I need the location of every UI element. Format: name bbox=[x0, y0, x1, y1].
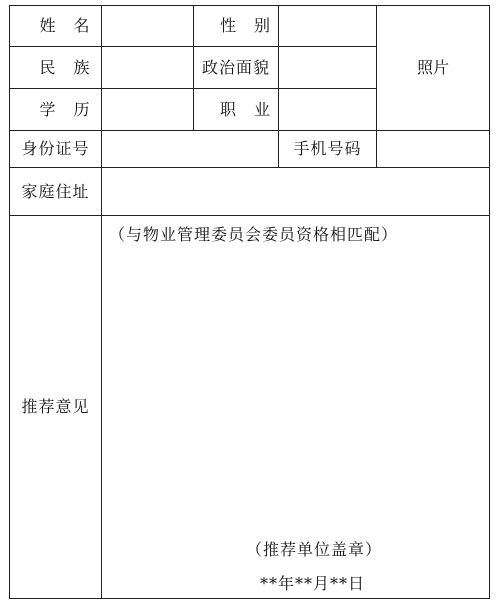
home-address-field[interactable] bbox=[102, 168, 489, 215]
ethnicity-field[interactable] bbox=[102, 47, 193, 88]
label-id-number: 身份证号 bbox=[21, 139, 90, 158]
stamp-note: （推荐单位盖章） bbox=[246, 540, 383, 559]
label-ethnicity: 民族 bbox=[39, 57, 108, 77]
recommendation-hint: （与物业管理委员会委员资格相匹配） bbox=[109, 225, 399, 244]
label-education: 学历 bbox=[39, 99, 108, 119]
date-line: **年**月**日 bbox=[260, 574, 366, 593]
label-political-status: 政治面貌 bbox=[201, 57, 270, 77]
name-field[interactable] bbox=[102, 6, 193, 46]
label-phone-number: 手机号码 bbox=[293, 139, 362, 158]
label-recommendation: 推荐意见 bbox=[21, 397, 90, 416]
photo-area[interactable]: 照片 bbox=[416, 58, 449, 77]
id-number-field[interactable] bbox=[102, 131, 278, 167]
border-bottom bbox=[9, 598, 490, 599]
label-home-address: 家庭住址 bbox=[21, 181, 90, 201]
gender-field[interactable] bbox=[279, 6, 376, 46]
education-field[interactable] bbox=[102, 89, 193, 130]
label-gender: 性别 bbox=[219, 16, 288, 35]
label-occupation: 职业 bbox=[219, 99, 288, 119]
occupation-field[interactable] bbox=[279, 89, 376, 130]
political-status-field[interactable] bbox=[279, 47, 376, 88]
border-right bbox=[489, 5, 490, 599]
phone-number-field[interactable] bbox=[377, 131, 489, 167]
label-name: 姓名 bbox=[39, 16, 108, 35]
